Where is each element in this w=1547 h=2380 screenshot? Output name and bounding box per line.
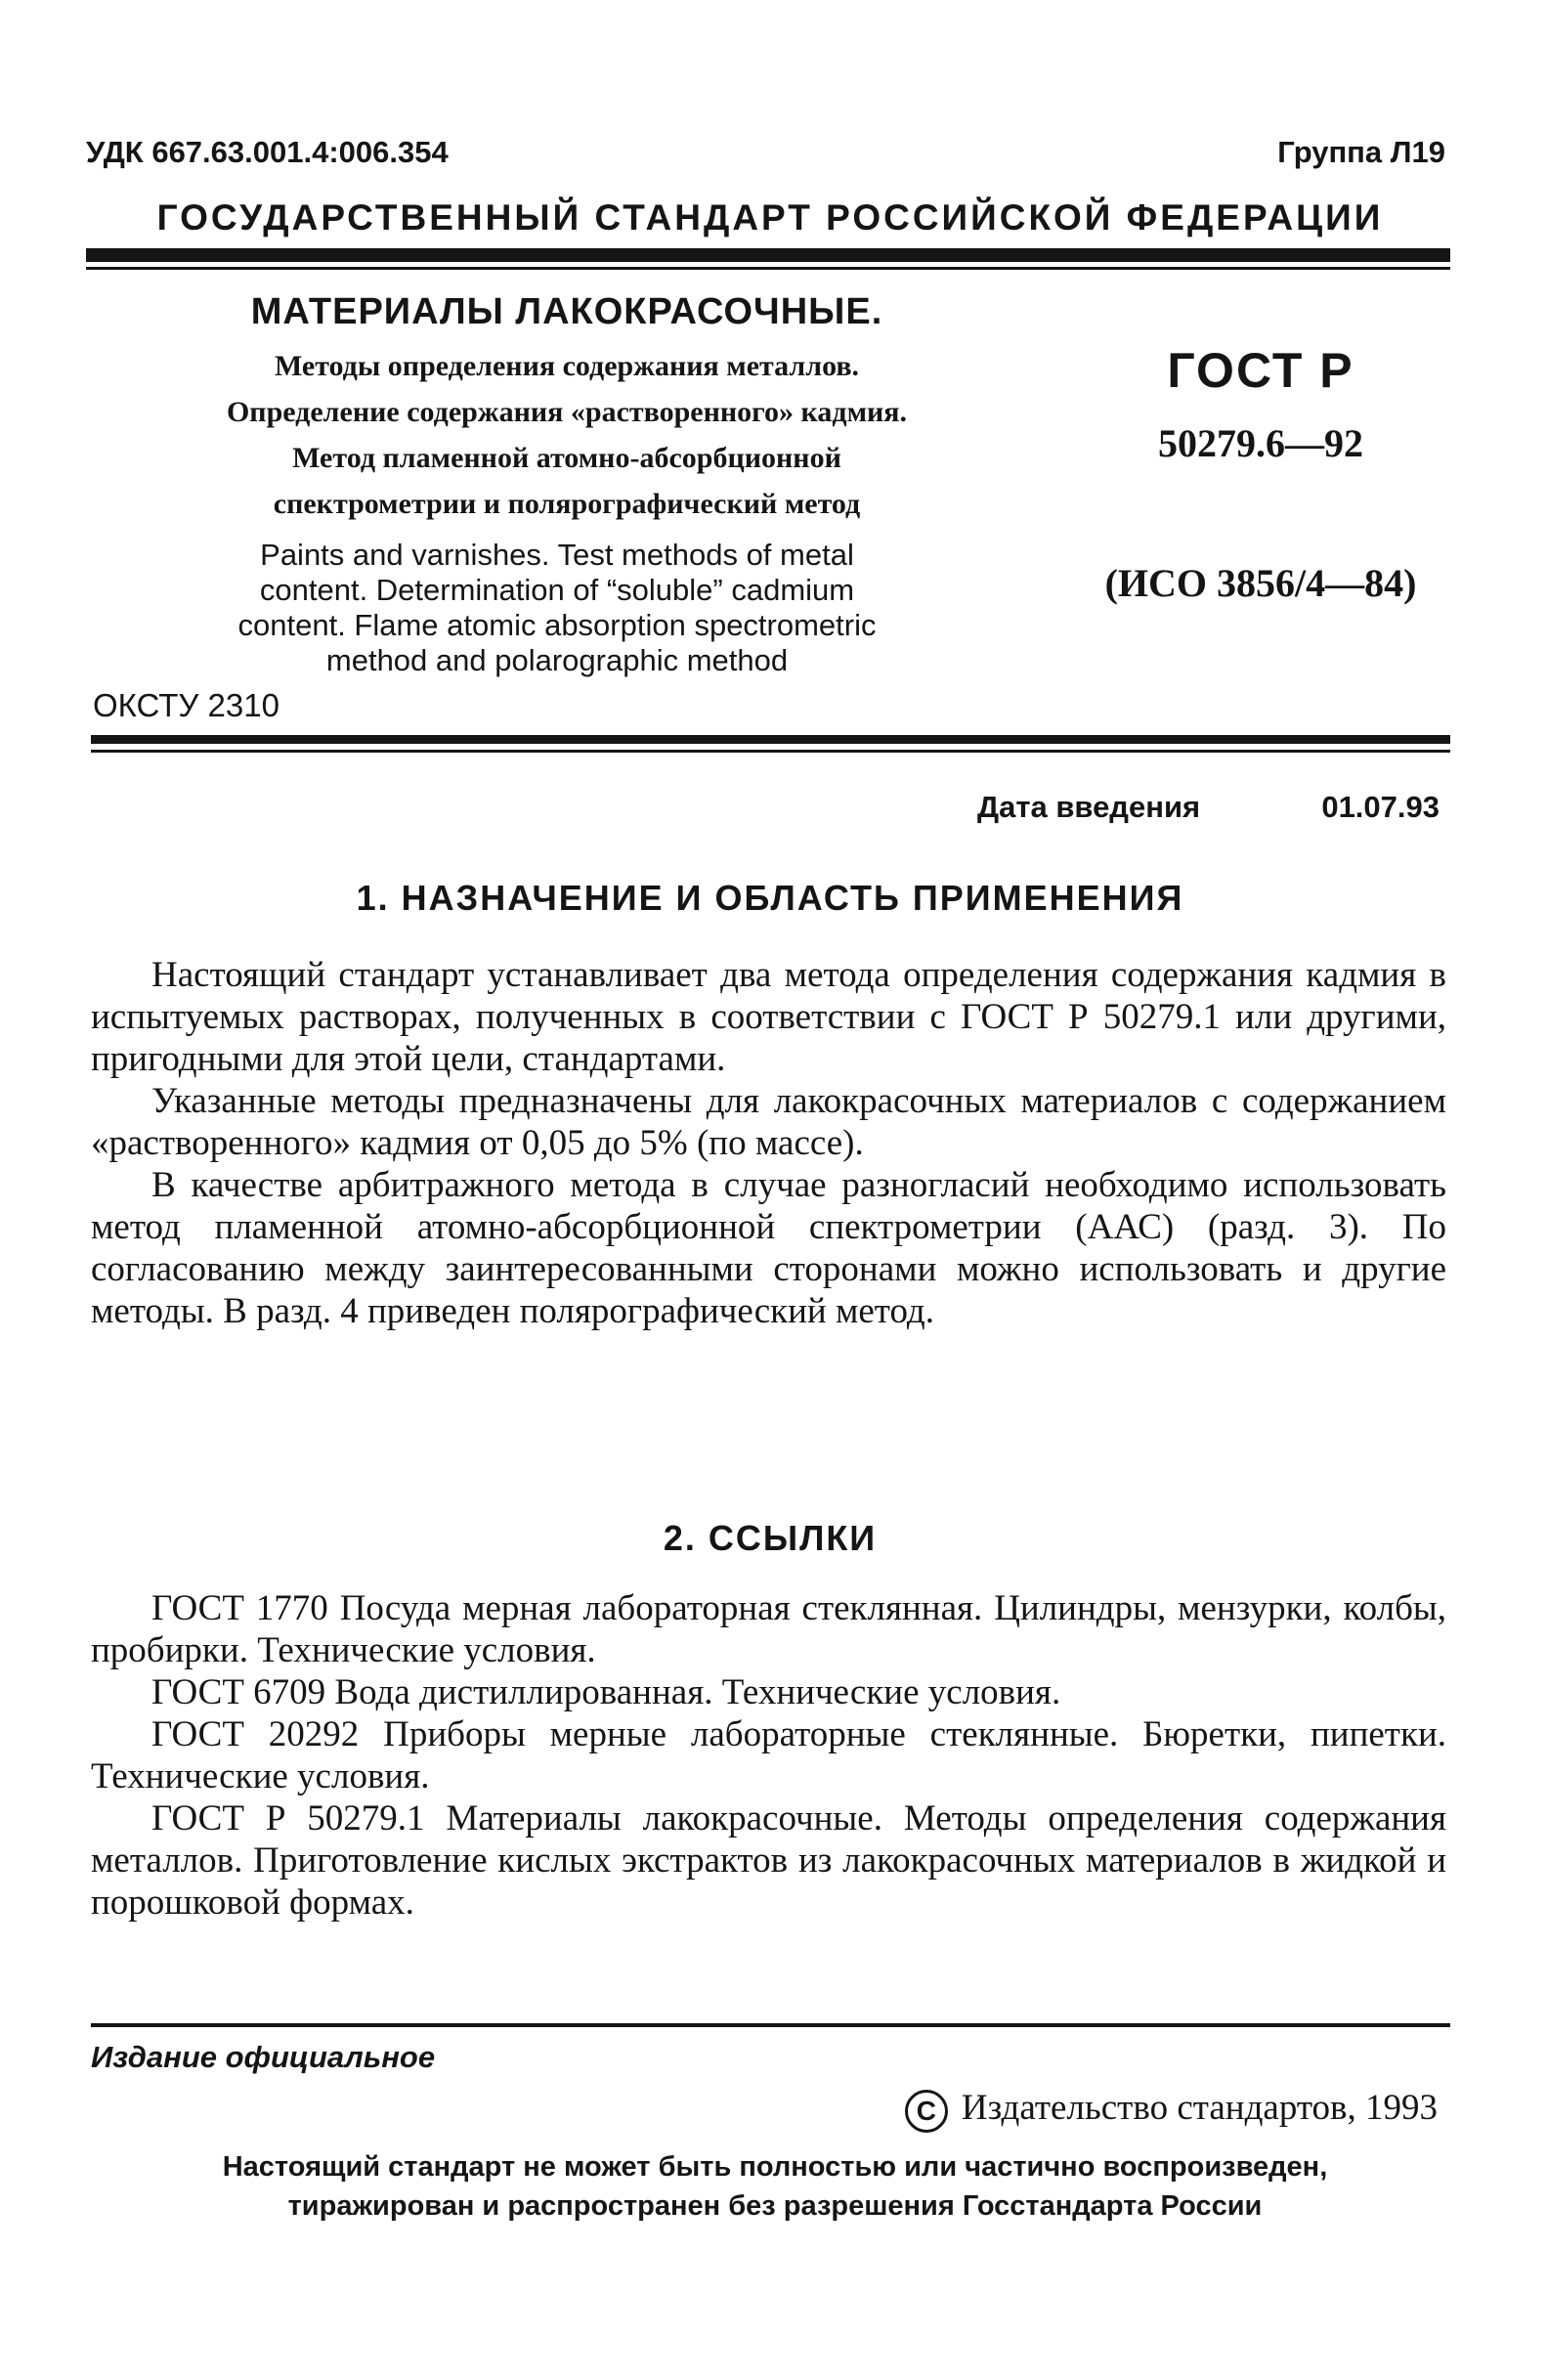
edition-label: Издание официальное (91, 2040, 436, 2074)
title-thick-rule (91, 735, 1450, 744)
title-line: Методы определения содержания металлов. (274, 350, 860, 382)
reference-item: ГОСТ Р 50279.1 Материалы лакокрасочные. Методы определения содержания металлов. Приготовление кислых экстрактов из лакокрасочных материалов в жидкой и порошковой формах. (91, 1798, 1446, 1923)
paragraph: Указанные методы предназначены для лакокрасочных материалов с содержанием «растворенного» кадмия от 0,05 до 5% (по массе). (91, 1081, 1446, 1163)
reproduction-notice (86, 2147, 1464, 2226)
english-title-line: method and polarographic method (325, 643, 789, 677)
english-title (186, 538, 928, 678)
section-1-title: 1. НАЗНАЧЕНИЕ И ОБЛАСТЬ ПРИМЕНЕНИЯ (356, 878, 1184, 918)
document-title: МАТЕРИАЛЫ ЛАКОКРАСОЧНЫЕ. (250, 291, 883, 332)
state-standard-heading: ГОСУДАРСТВЕННЫЙ СТАНДАРТ РОССИЙСКОЙ ФЕДЕРАЦИИ (156, 197, 1384, 238)
title-line: Определение содержания «растворенного» кадмия. (226, 396, 908, 428)
gost-designation (1075, 342, 1446, 466)
gost-number: 50279.6—92 (1158, 421, 1363, 465)
notice-line: Настоящий стандарт не может быть полностью или частично воспроизведен, (222, 2151, 1328, 2183)
udk-code: УДК 667.63.001.4:006.354 (86, 135, 449, 169)
paragraph: Настоящий стандарт устанавливает два метода определения содержания кадмия в испытуемых растворах, полученных в соответствии с ГОСТ Р 50279.1 или другими, пригодными для этой цели, стандартами. (91, 955, 1446, 1079)
footer-rule (91, 2023, 1450, 2027)
gost-title: ГОСТ Р (1167, 343, 1354, 398)
title-thin-rule (91, 750, 1450, 753)
paragraph: В качестве арбитражного метода в случае разногласий необходимо использовать метод пламенной атомно-абсорбционной спектрометрии (ААС) (разд. 3). По согласованию между заинтересованными сторонами можно использовать и другие методы. В разд. 4 приведен полярографический метод. (91, 1165, 1446, 1331)
notice-line: тиражирован и распространен без разрешения Госстандарта России (287, 2190, 1263, 2222)
english-title-line: content. Determination of “soluble” cadmium (259, 573, 855, 607)
copyright-icon: C (905, 2090, 948, 2133)
copyright (905, 2087, 1438, 2133)
english-title-line: content. Flame atomic absorption spectrometric (237, 608, 877, 642)
title-line: Метод пламенной атомно-абсорбционной (292, 442, 841, 474)
copyright-text: Издательство стандартов, 1993 (961, 2088, 1438, 2128)
section-1-body (91, 954, 1446, 1332)
iso-reference: (ИСО 3856/4—84) (1104, 561, 1417, 605)
date-value: 01.07.93 (1321, 790, 1440, 824)
header-thin-rule (86, 267, 1450, 270)
header-thick-rule (86, 248, 1450, 262)
title-line: спектрометрии и полярографический метод (273, 488, 861, 520)
title-block (98, 291, 1036, 527)
english-title-line: Paints and varnishes. Test methods of metal (260, 538, 854, 572)
section-2-title: 2. ССЫЛКИ (663, 1518, 878, 1558)
group-code: Группа Л19 (1277, 135, 1445, 169)
reference-item: ГОСТ 1770 Посуда мерная лабораторная стеклянная. Цилиндры, мензурки, колбы, пробирки. Технические условия. (91, 1588, 1446, 1670)
okstu-code: ОКСТУ 2310 (93, 687, 279, 723)
references-list (91, 1587, 1446, 1924)
reference-item: ГОСТ 20292 Приборы мерные лабораторные стеклянные. Бюретки, пипетки. Технические условия. (91, 1714, 1446, 1796)
reference-item: ГОСТ 6709 Вода дистиллированная. Технические условия. (151, 1672, 1061, 1712)
date-label: Дата введения (977, 790, 1201, 824)
